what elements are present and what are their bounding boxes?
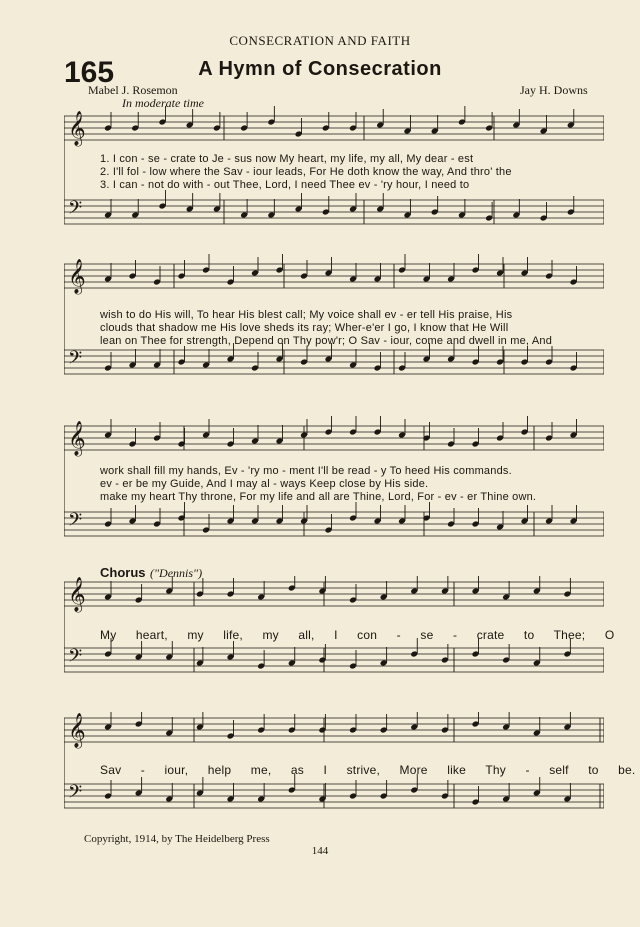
treble-clef-icon: 𝄞: [68, 111, 86, 146]
treble-staff: [64, 582, 604, 606]
bass-clef-icon: 𝄢: [68, 348, 83, 373]
hymn-title: A Hymn of Consecration: [198, 58, 442, 80]
system-2-lyric-verse-1: wish to do His will, To hear His blest call; My voice shall ev - er tell His praise, His: [100, 309, 513, 321]
system-2-lyric-verse-2: clouds that shadow me His love sheds its ray; Wher-e'er I go, I know that He Will: [100, 322, 509, 334]
system-3-lyric-verse-3: make my heart Thy throne, For my life and all are Thine, Lord, For - ev - er Thine own.: [100, 491, 537, 503]
chorus-lyric-line-2: Sav - iour, help me, as I strive, More like Thy - self to be.: [100, 763, 636, 777]
bass-clef-icon: 𝄢: [68, 646, 83, 671]
treble-clef-icon: 𝄞: [68, 259, 86, 294]
system-3-lyric-verse-2: ev - er be my Guide, And I may al - ways Keep close by His side.: [100, 478, 429, 490]
copyright-notice: Copyright, 1914, by The Heidelberg Press: [84, 833, 270, 845]
treble-clef-icon: 𝄞: [68, 421, 86, 456]
treble-staff: [64, 718, 604, 742]
chorus-label: Chorus: [100, 565, 146, 580]
treble-staff: [64, 116, 604, 140]
treble-clef-icon: 𝄞: [68, 577, 86, 612]
chorus-lyric-line-1: My heart, my life, my all, I con - se - crate to Thee; O: [100, 628, 615, 642]
treble-staff: [64, 426, 604, 450]
author-credit: Mabel J. Rosemon: [88, 83, 178, 97]
system-1-lyric-verse-2: 2. I'll fol - low where the Sav - iour leads, For He doth know the way, And thro' the: [100, 166, 512, 178]
system-3-lyric-verse-1: work shall fill my hands, Ev - 'ry mo - ment I'll be read - y To heed His commands.: [100, 465, 512, 477]
chorus-tune-name: ("Dennis"): [150, 566, 203, 580]
hymn-number: 165: [64, 56, 115, 89]
bass-staff: [64, 784, 604, 808]
system-2-lyric-verse-3: lean on Thee for strength, Depend on Thy pow'r; O Sav - iour, come and dwell in me, And: [100, 335, 553, 347]
composer-credit: Jay H. Downs: [520, 83, 588, 97]
system-1-lyric-verse-3: 3. I can - not do with - out Thee, Lord, I need Thee ev - 'ry hour, I need to: [100, 179, 470, 191]
bass-staff: [64, 200, 604, 224]
page-number: 144: [311, 845, 329, 857]
system-1-lyric-verse-1: 1. I con - se - crate to Je - sus now My heart, my life, my all, My dear - est: [100, 153, 474, 165]
treble-clef-icon: 𝄞: [68, 713, 86, 748]
bass-clef-icon: 𝄢: [68, 510, 83, 535]
bass-staff: [64, 512, 604, 536]
bass-clef-icon: 𝄢: [68, 198, 83, 223]
treble-staff: [64, 264, 604, 288]
bass-clef-icon: 𝄢: [68, 782, 83, 807]
section-heading: CONSECRATION AND FAITH: [229, 33, 411, 48]
tempo-marking: In moderate time: [122, 96, 204, 110]
bass-staff: [64, 648, 604, 672]
